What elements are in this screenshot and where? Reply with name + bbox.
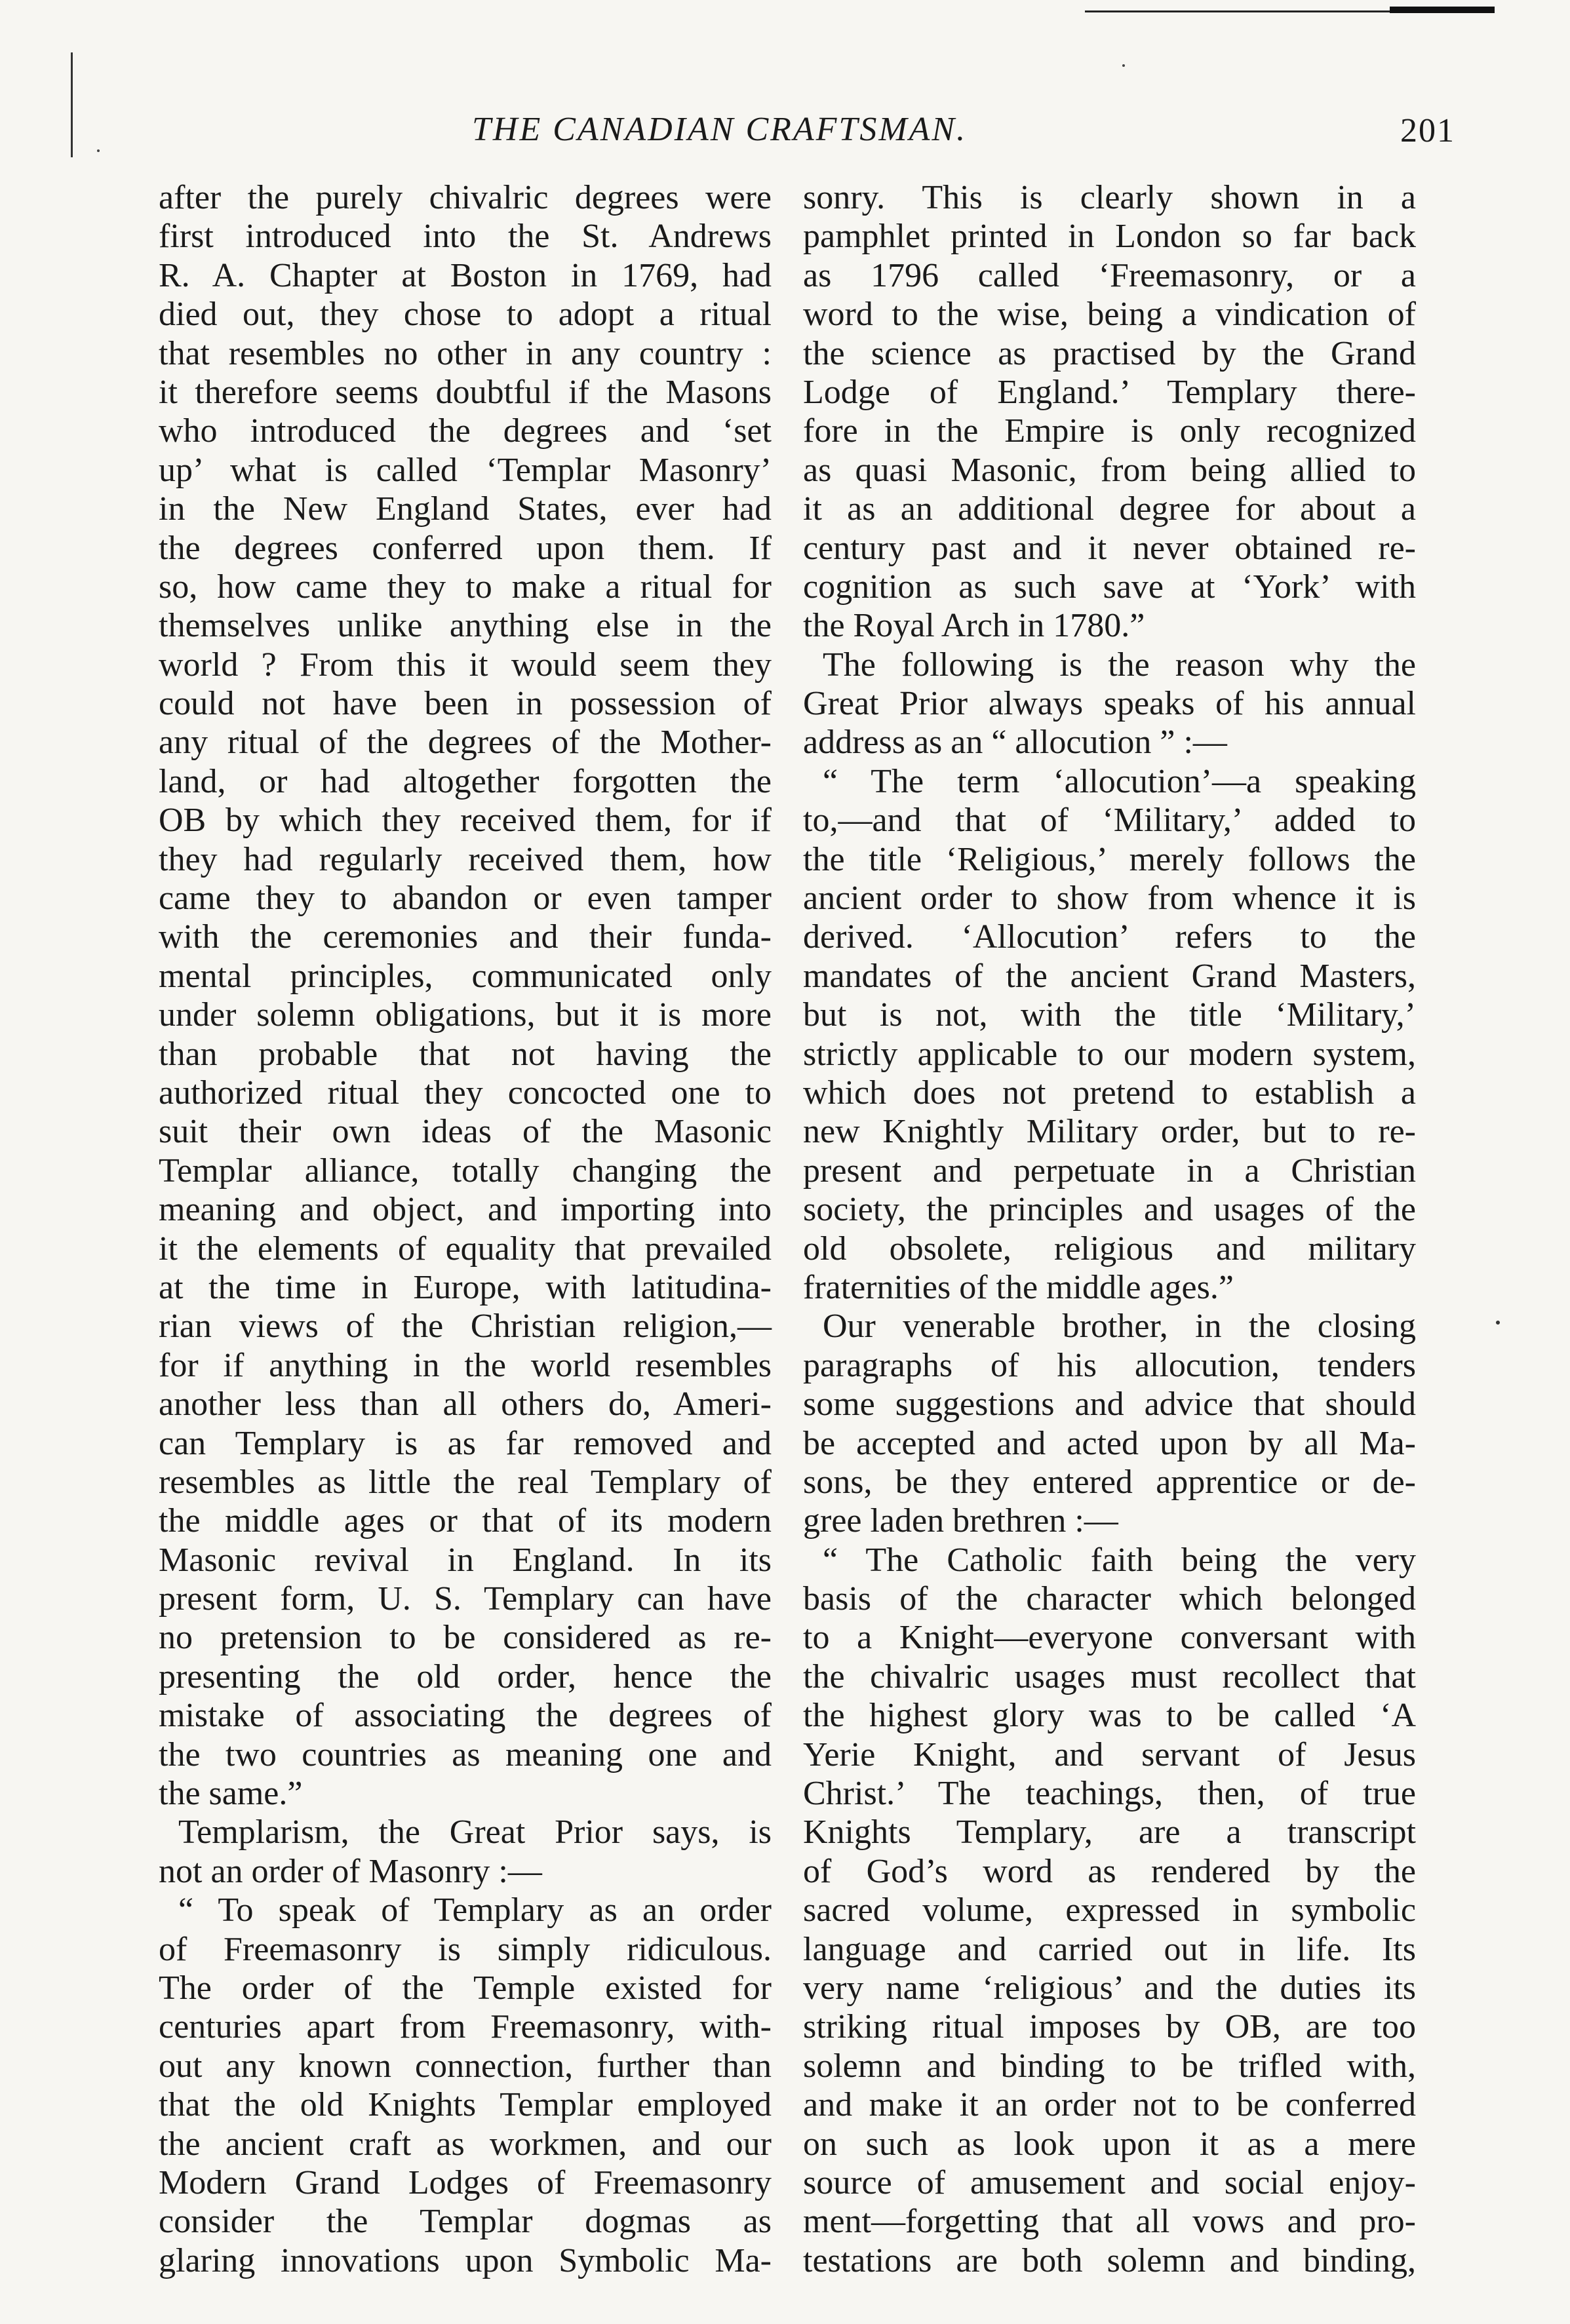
- text-line: address as an “ allocution ” :—: [803, 724, 1227, 762]
- text-line: who introduced the degrees and ‘set: [159, 412, 772, 450]
- text-line: than probable that not having the: [159, 1035, 772, 1073]
- text-line: pamphlet printed in London so far back: [803, 218, 1416, 256]
- top-rule-bar: [1390, 7, 1495, 13]
- text-line: world ? From this it would seem they: [159, 646, 772, 684]
- text-line: no pretension to be considered as re-: [159, 1619, 772, 1657]
- text-line: so, how came they to make a ritual for: [159, 568, 772, 606]
- text-line: the two countries as meaning one and: [159, 1735, 772, 1773]
- text-line: with the ceremonies and their funda-: [159, 918, 772, 956]
- text-line: came they to abandon or even tamper: [159, 880, 772, 918]
- text-line: mandates of the ancient Grand Masters,: [803, 957, 1416, 995]
- text-line: mistake of associating the degrees of: [159, 1697, 772, 1735]
- text-line: presenting the old order, hence the: [159, 1657, 772, 1695]
- text-line: Knights Templary, are a transcript: [803, 1813, 1416, 1851]
- text-line: sacred volume, expressed in symbolic: [803, 1891, 1416, 1929]
- text-line: the science as practised by the Grand: [803, 334, 1416, 372]
- text-line: it as an additional degree for about a: [803, 490, 1416, 528]
- text-line: fore in the Empire is only recognized: [803, 412, 1416, 450]
- text-line: new Knightly Military order, but to re-: [803, 1113, 1416, 1151]
- text-line: first introduced into the St. Andrews: [159, 218, 772, 256]
- text-line: rian views of the Christian religion,—: [159, 1307, 772, 1346]
- text-line: cognition as such save at ‘York’ with: [803, 568, 1416, 606]
- text-line: as 1796 called ‘Freemasonry, or a: [803, 256, 1416, 294]
- text-line: Masonic revival in England. In its: [159, 1541, 772, 1579]
- text-line: suit their own ideas of the Masonic: [159, 1113, 772, 1151]
- text-line: resembles as little the real Templary of: [159, 1463, 772, 1501]
- text-line: Lodge of England.’ Templary there-: [803, 373, 1416, 411]
- text-line: society, the principles and usages of the: [803, 1191, 1416, 1229]
- text-line: under solemn obligations, but it is more: [159, 996, 772, 1034]
- text-line: Great Prior always speaks of his annual: [803, 685, 1416, 723]
- text-line: the degrees conferred upon them. If: [159, 529, 772, 567]
- text-line: ment—forgetting that all vows and pro-: [803, 2203, 1416, 2241]
- text-line: any ritual of the degrees of the Mother-: [159, 724, 772, 762]
- text-line: which does not pretend to establish a: [803, 1074, 1416, 1112]
- text-line: at the time in Europe, with latitudina-: [159, 1268, 772, 1306]
- text-line: present form, U. S. Templary can have: [159, 1580, 772, 1618]
- text-line: source of amusement and social enjoy-: [803, 2163, 1416, 2201]
- text-line: for if anything in the world resembles: [159, 1346, 772, 1384]
- text-line: OB by which they received them, for if: [159, 802, 772, 840]
- text-line: Christ.’ The teachings, then, of true: [803, 1775, 1416, 1813]
- text-line: the chivalric usages must recollect that: [803, 1657, 1416, 1695]
- text-line: mental principles, communicated only: [159, 957, 772, 995]
- text-line: of Freemasonry is simply ridiculous.: [159, 1930, 772, 1968]
- text-line: century past and it never obtained re-: [803, 529, 1416, 567]
- text-line: Yerie Knight, and servant of Jesus: [803, 1735, 1416, 1773]
- text-column-right: [803, 178, 1416, 2280]
- text-line: to,—and that of ‘Military,’ added to: [803, 802, 1416, 840]
- margin-dot: [1122, 64, 1125, 67]
- text-line: “ The term ‘allocution’—a speaking: [823, 762, 1416, 800]
- text-line: it therefore seems doubtful if the Masons: [159, 373, 772, 411]
- text-line: ancient order to show from whence it is: [803, 880, 1416, 918]
- running-title: THE CANADIAN CRAFTSMAN.: [472, 111, 968, 148]
- margin-dot: [97, 149, 100, 152]
- text-line: the ancient craft as workmen, and our: [159, 2125, 772, 2163]
- text-line: of God’s word as rendered by the: [803, 1852, 1416, 1890]
- text-line: another less than all others do, Ameri-: [159, 1385, 772, 1423]
- text-line: very name ‘religious’ and the duties its: [803, 1969, 1416, 2007]
- text-line: solemn and binding to be trifled with,: [803, 2047, 1416, 2085]
- text-line: meaning and object, and importing into: [159, 1191, 772, 1229]
- text-line: R. A. Chapter at Boston in 1769, had: [159, 256, 772, 294]
- text-line: sons, be they entered apprentice or de-: [803, 1463, 1416, 1501]
- text-line: the highest glory was to be called ‘A: [803, 1697, 1416, 1735]
- text-line: consider the Templar dogmas as: [159, 2203, 772, 2241]
- text-line: “ To speak of Templary as an order: [178, 1891, 772, 1929]
- text-line: not an order of Masonry :—: [159, 1852, 542, 1890]
- text-line: centuries apart from Freemasonry, with-: [159, 2008, 772, 2046]
- margin-mark: [71, 52, 73, 157]
- text-line: The following is the reason why the: [823, 646, 1416, 684]
- text-line: Modern Grand Lodges of Freemasonry: [159, 2163, 772, 2201]
- text-line: language and carried out in life. Its: [803, 1930, 1416, 1968]
- text-column-left: [159, 178, 772, 2280]
- text-line: to a Knight—everyone conversant with: [803, 1619, 1416, 1657]
- text-line: old obsolete, religious and military: [803, 1230, 1416, 1268]
- text-line: after the purely chivalric degrees were: [159, 179, 772, 216]
- text-line: some suggestions and advice that should: [803, 1385, 1416, 1423]
- text-line: “ The Catholic faith being the very: [823, 1541, 1416, 1579]
- text-line: that resembles no other in any country :: [159, 334, 772, 372]
- text-line: be accepted and acted upon by all Ma-: [803, 1424, 1416, 1462]
- text-line: as quasi Masonic, from being allied to: [803, 451, 1416, 489]
- text-line: testations are both solemn and binding,: [803, 2241, 1416, 2279]
- text-line: present and perpetuate in a Christian: [803, 1152, 1416, 1190]
- margin-dot: [1496, 1321, 1500, 1325]
- text-line: Templar alliance, totally changing the: [159, 1152, 772, 1190]
- text-line: themselves unlike anything else in the: [159, 607, 772, 645]
- text-line: authorized ritual they concocted one to: [159, 1074, 772, 1112]
- text-line: on such as look upon it as a mere: [803, 2125, 1416, 2163]
- text-line: land, or had altogether forgotten the: [159, 762, 772, 800]
- text-line: out any known connection, further than: [159, 2047, 772, 2085]
- text-line: glaring innovations upon Symbolic Ma-: [159, 2241, 772, 2279]
- text-line: died out, they chose to adopt a ritual: [159, 296, 772, 334]
- text-line: the Royal Arch in 1780.”: [803, 607, 1145, 645]
- text-line: basis of the character which belonged: [803, 1580, 1416, 1618]
- text-line: but is not, with the title ‘Military,’: [803, 996, 1416, 1034]
- text-line: they had regularly received them, how: [159, 840, 772, 878]
- text-line: fraternities of the middle ages.”: [803, 1268, 1234, 1306]
- text-line: up’ what is called ‘Templar Masonry’: [159, 451, 772, 489]
- text-line: in the New England States, ever had: [159, 490, 772, 528]
- text-line: the same.”: [159, 1775, 303, 1813]
- text-line: sonry. This is clearly shown in a: [803, 179, 1416, 216]
- page-header: [157, 110, 1468, 156]
- text-line: striking ritual imposes by OB, are too: [803, 2008, 1416, 2046]
- text-line: The order of the Temple existed for: [159, 1969, 772, 2007]
- text-line: Templarism, the Great Prior says, is: [178, 1813, 772, 1851]
- text-line: gree laden brethren :—: [803, 1502, 1118, 1540]
- text-line: that the old Knights Templar employed: [159, 2086, 772, 2124]
- text-line: the title ‘Religious,’ merely follows the: [803, 840, 1416, 878]
- text-line: can Templary is as far removed and: [159, 1424, 772, 1462]
- text-line: and make it an order not to be conferred: [803, 2086, 1416, 2124]
- text-line: word to the wise, being a vindication of: [803, 296, 1416, 334]
- text-line: derived. ‘Allocution’ refers to the: [803, 918, 1416, 956]
- text-line: paragraphs of his allocution, tenders: [803, 1346, 1416, 1384]
- page-number: 201: [1400, 112, 1455, 149]
- text-line: strictly applicable to our modern system,: [803, 1035, 1416, 1073]
- text-line: the middle ages or that of its modern: [159, 1502, 772, 1540]
- text-line: it the elements of equality that prevailed: [159, 1230, 772, 1268]
- text-line: could not have been in possession of: [159, 685, 772, 723]
- text-line: Our venerable brother, in the closing: [823, 1307, 1416, 1346]
